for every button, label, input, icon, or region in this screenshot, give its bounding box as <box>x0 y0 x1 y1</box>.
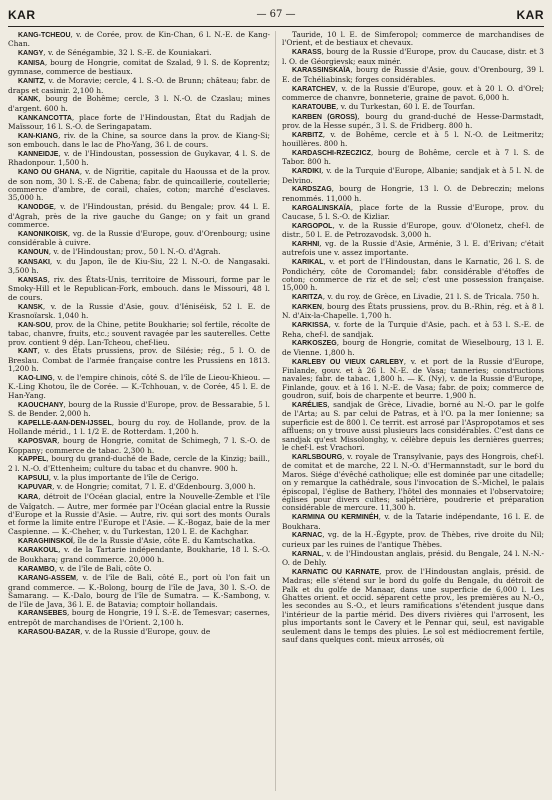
entry-headword: KARMINA OU KERMINÉH <box>292 514 379 522</box>
entry-text: , bourg de Hongrie, 13 l. O. de Debreczin; melons renommés. 11,000 h. <box>282 184 544 203</box>
entry-text: , v. la plus importante de l'île de Cerigo. <box>48 472 199 482</box>
entry-headword: KARLSBOURG <box>292 453 343 461</box>
dictionary-entry <box>282 113 544 131</box>
entry-headword: KAPSULI <box>18 474 49 482</box>
entry-text: , v. de la Russie d'Europe, gouv. de <box>80 626 211 636</box>
entry-text: , v. du roy. de Grèce, en Livadie, 21 l. S. de Tricala. 750 h. <box>322 292 540 302</box>
dictionary-entry <box>8 493 270 536</box>
entry-headword: KARGOPOL <box>292 222 333 230</box>
entry-text: , île de la Russie d'Asie, côte E. du Kamtschatka. <box>72 535 256 545</box>
dictionary-entry <box>282 185 544 203</box>
entry-text: , bourg du grand-duché de Bade, cercle de la Kinzig; baill., 2 l. N.-O. d'Ettenheim; culture du tabac et du chanvre. 900 h. <box>8 454 270 473</box>
dictionary-entry <box>8 77 270 95</box>
entry-headword: KANSAS <box>18 277 48 285</box>
dictionary-entry <box>8 303 270 321</box>
entry-headword: KARBITZ <box>292 131 323 139</box>
entry-text: , v. des États prussiens, prov. de Silésie; rég., 5 l. O. de Breslau. Combat de l'armée française contre les Prussiens en 1813. 1,200 h. <box>8 346 270 374</box>
dictionary-entry <box>282 401 544 452</box>
entry-text: Tauride, 10 l. E. de Simferopol; commerce de marchandises de l'Orient, et de bestiaux et chevaux. <box>282 31 544 48</box>
entry-headword: KANG-TCHEOU <box>18 32 71 39</box>
entry-text: , place forte de la Russie d'Europe, prov. du Caucase, 5 l. S.-O. de Kizliar. <box>282 202 544 222</box>
entry-text: , v. de Corée, prov. de Kin-Chan, 6 l. N.-E. de Kang-Chan. <box>8 31 270 49</box>
entry-headword: KANITZ <box>18 78 44 86</box>
dictionary-entry <box>8 455 270 473</box>
header-right-keyword: KAR <box>516 8 544 22</box>
entry-text: , riv. des États-Unis, territoire de Missouri, forme par le Smoky-Hill et le Republican-Fork, embouch. dans le Missouri, 48 l. de cours. <box>8 275 270 302</box>
entry-text: , v. de la Turquie d'Europe, Albanie; sandjak et à 5 l. N. de Delvino. <box>282 166 544 185</box>
dictionary-entry <box>8 132 270 150</box>
dictionary-entry <box>282 339 544 357</box>
entry-text: , bourg de Bohême, cercle et à 7 l. S. de Tabor. 800 h. <box>282 148 544 167</box>
entry-text: , v. de Nigritie, capitale du Haoussa et de la prov. de son nom, 30 l. S.-E. de Cabena; fabr. de quincaillerie, coutellerie; commerce d'ambre, de corail, chaîes, coton; marché d'esclaves. 35,000 h. <box>8 167 270 203</box>
entry-headword: KARAGHINSKOÏ <box>18 537 73 545</box>
entry-headword: KARANG-ASSEM <box>18 575 76 583</box>
entry-headword: KARHNI <box>292 241 320 249</box>
entry-headword: KARA <box>18 494 39 502</box>
entry-headword: KARATOUBE <box>292 103 337 111</box>
entry-text: , vg. de la Russie d'Europe, gouv. d'Orenbourg; usine considérable à cuivre. <box>8 228 270 248</box>
dictionary-entry <box>8 114 270 132</box>
entry-headword: KARÉLIES <box>292 402 328 410</box>
entry-headword: KARASOU-BAZAR <box>18 628 81 636</box>
dictionary-entry <box>8 31 270 49</box>
entry-headword: KARNAC <box>292 532 323 540</box>
dictionary-entry <box>8 374 270 400</box>
dictionary-entry <box>282 204 544 222</box>
entry-headword: KANO OU GHANA <box>18 169 80 177</box>
entry-headword: KARIKAL <box>292 259 324 267</box>
entry-text: , v. de l'île de Bali, côté E., port où l'on fait un grand commerce. — K.-Bolong, bourg de l'île de Java, 30 l. S.-O. de Samarang. — K.-Dalo, bourg de l'île de Sumatra. — K.-Sambong, v. de l'île de Java, 36 l. E. de Batavia; comptoir hollandais. <box>8 573 270 609</box>
dictionary-entry <box>8 609 270 627</box>
entry-headword: KANKANCOTTA <box>18 114 72 122</box>
entry-text: , v. de l'Hindoustan, possession de Guykavar, 4 l. S. de Rhadonpour. 1,500 h. <box>8 149 270 168</box>
entry-headword: KARDSZAG <box>292 186 332 194</box>
entry-headword: KARKEN <box>292 304 322 312</box>
dictionary-entry <box>282 85 544 103</box>
entry-headword: KAPELLE-AAN-DEN-IJSSEL <box>18 419 112 427</box>
entry-headword: KARBEN (GROSS) <box>292 113 358 121</box>
entry-headword: KARNATIC OU KARNATE <box>292 568 380 576</box>
entry-text: , prov. de la Chine, petite Boukharie; sol fertile, récolte de tabac, chanvre, fruits, etc.; souvent ravagée par les sauterelles. Cette prov. contient 9 dép. Lan-Tcheou, chef-lieu. <box>8 319 270 347</box>
entry-text: , bourg de Hongrie, 19 l. S.-E. de Temesvar; casernes, entrepôt de marchandises de l'Orient. 2,100 h. <box>8 608 270 627</box>
entry-text: , v. de la Russie d'Europe, gouv. et à 20 l. O. d'Orel; commerce de chanvre, bonneterie, graine de pavot. 6,000 h. <box>282 83 544 103</box>
entry-text: , bourg de Bohême; cercle, 3 l. N.-O. de Czaslau; mines d'argent. 600 h. <box>8 94 270 113</box>
entry-headword: KANGY <box>18 50 44 58</box>
entry-text: , v. de la Tatarie indépendante, 16 l. E. de Boukhara. <box>282 512 544 531</box>
entry-headword: KARAKOUL <box>18 547 59 555</box>
entry-text: , bourg de Russie d'Asie, gouv. d'Orenbourg, 39 l. E. de Tchéliabinsk; forges considérables. <box>282 65 544 84</box>
entry-headword: KARKOSZEG <box>292 340 337 348</box>
entry-headword: KARLEBY OU VIEUX CARLEBY <box>292 358 404 366</box>
entry-headword: KARNAL <box>292 550 322 558</box>
entry-headword: KARKISSA <box>292 322 329 330</box>
entry-text: , v. royale de Transylvanie, pays des Hongrois, chef-l. de comitat et de marche, 22 l. N.-O. d'Hermannstadt, sur le bord du Maros. Siége d'évêché catholique; elle est dominée par une citadelle; on y remarque la cathédrale, sous l'invocation de S.-Michel, le palais épiscopal, l'église de Bathery, l'hôtel des monnaies et l'observatoire; églises pour divers cultes; salpêtrière, poudrerie et préparation considérable de mercure. 11,300 h. <box>282 451 544 513</box>
dictionary-entry <box>282 321 544 339</box>
right-column <box>282 31 544 797</box>
entry-text: , vg. de la Russie d'Asie, Arménie, 3 l. E. d'Erivan; c'était autrefois une v. assez importante. <box>282 239 544 258</box>
left-column <box>8 31 270 797</box>
entry-headword: KANSK <box>18 303 43 311</box>
entry-text: , bourg de Hongrie, comitat de Szalad, 9 l. S. de Koprentz; gymnase, commerce de bestiaux. <box>8 58 270 77</box>
dictionary-entry <box>282 66 544 84</box>
entry-text: , v. du Turkestan, 60 l. E. de Tourfan. <box>336 101 476 111</box>
dictionary-entry <box>282 453 544 513</box>
entry-text: , bourg du roy. de Hollande, prov. de la Hollande mérid., 1 l. 1/2 E. de Rotterdam. 1,200 h. <box>8 417 270 437</box>
entry-text: , v. de l'île de Bali, côte O. <box>54 563 152 573</box>
entry-headword: KAPUVAR <box>18 484 53 492</box>
entry-text: , sandjak de Grèce, Livadie, borné au N.-O. par le golfe de l'Arta; au S. par celui de Patras, et à l'O. pa la mer Ionienne; sa superficie est de 800 l. Ce territ. est arrosé par l'Aspropotamos et ses affluens; on y trouve aussi plusieurs lacs considérables. C'est dans ce sandjak qu'est Missolonghy, v. célèbre depuis les dernières guerres; le chef-l. est Vrachori. <box>282 400 544 453</box>
page-header <box>8 6 544 27</box>
entry-text: , détroit de l'Océan glacial, entre la Nouvelle-Zemble et l'île de Vaïgatch. — Autre, mer formée par l'Océan glacial entre la Russie d'Europe et la Russie d'Asie. — Autre, riv. qui sort des monts Ourals et forme la limite entre l'Europe et l'Asie. — K.-Bogaz, baie de la mer Caspienne. — K.-Cheher, v. du Turkestan, 120 l. E. de Kachghar. <box>8 492 270 536</box>
entry-headword: KARANSEBES <box>18 610 68 618</box>
dictionary-entry <box>282 149 544 167</box>
dictionary-entry <box>8 168 270 203</box>
entry-text: , vg. de la H.-Égypte, prov. de Thèbes, rive droite du Nil; curieux par les ruines de l'antique Thèbes. <box>282 530 544 549</box>
entry-text: , v. de l'Hindoustan, présid. du Bengale; prov. 44 l. E. d'Agrah, près de la rive gauche du Gange; on y fait un grand commerce. <box>8 202 270 230</box>
entry-headword: KARAMBO <box>18 565 55 573</box>
dictionary-entry <box>282 358 544 401</box>
entry-headword: KANODGE <box>18 204 54 212</box>
entry-headword: KARITZA <box>292 294 323 302</box>
dictionary-entry <box>8 347 270 373</box>
entry-headword: KAN-SOU <box>18 321 51 329</box>
header-left-keyword: KAR <box>8 8 36 22</box>
dictionary-entry <box>282 48 544 66</box>
page-number: — 67 — <box>256 9 296 20</box>
entry-headword: KAO-LING <box>18 375 53 383</box>
dictionary-entry <box>282 531 544 549</box>
dictionary-entry <box>8 95 270 113</box>
dictionary-entry <box>282 550 544 568</box>
entry-headword: KANSAKI <box>18 258 50 266</box>
entry-text: , bourg de Hongrie, comitat de Schimegh, 7 l. S.-O. de Koppany; commerce de tabac. 2,300 h. <box>8 436 270 455</box>
dictionary-entry <box>8 437 270 455</box>
dictionary-entry <box>8 59 270 77</box>
entry-text: , bourg de la Russie d'Europe, prov. de Bessarabie, 5 l. S. de Bender. 2,000 h. <box>8 399 270 419</box>
entry-text: , v. de l'Hindoustan; prov., 50 l. N.-O. d'Agrah. <box>48 247 221 257</box>
entry-text: , bourg du grand-duché de Hesse-Darmstadt, prov. de la Hesse supér., 3 l. S. de Fridberg. 800 h. <box>282 111 544 131</box>
entry-text: , v. de Hongrie; comitat, 7 l. E. d'Œdenbourg. 3,000 h. <box>52 482 256 492</box>
entry-text: , v. de l'Hindoustan anglais, présid. du Bengale, 24 l. N.-N.-O. de Dehly. <box>282 548 544 567</box>
entry-headword: KARGALINSKAÏA <box>292 204 351 212</box>
entry-text: , v. du Japon, île de Kiu-Siu, 22 l. N.-O. de Nangasaki. 3,500 h. <box>8 256 270 276</box>
dictionary-entry <box>8 628 270 637</box>
entry-text: , v. de la Russie d'Europe, gouv. d'Olonetz, chef-l. de distr., 50 l. E. de Petrozavodsk. 3,000 h. <box>282 220 544 240</box>
dictionary-entry <box>282 303 544 321</box>
entry-headword: KARASS <box>292 49 322 57</box>
entry-text: , v. de Sénégambie, 32 l. S.-E. de Kouniakari. <box>43 48 212 58</box>
entry-text: , v. de Bohême, cercle et à 5 l. N.-O. de Leitmeritz; houillères. 800 h. <box>282 129 544 149</box>
entry-headword: KANT <box>18 348 38 356</box>
dictionary-entry <box>8 321 270 347</box>
entry-headword: KAPPEL <box>18 456 47 464</box>
entry-headword: KAN-KIANG <box>18 132 59 140</box>
entry-headword: KARASSINSKAÏA <box>292 67 351 75</box>
dictionary-entry <box>8 203 270 229</box>
entry-headword: KARDASCHI-RZECZICZ <box>292 150 371 158</box>
dictionary-entry <box>8 546 270 564</box>
entry-headword: KARATCHEV <box>292 85 336 93</box>
entry-text: , riv. de la Chine, sa source dans la prov. de Kiang-Si; son embouch. dans le lac de Pho-Yang, 36 l. de cours. <box>8 130 270 150</box>
dictionary-entry <box>282 222 544 240</box>
entry-text: , bourg de la Russie d'Europe, prov. du Caucase, distr. et 3 l. O. de Géorgievsk; eaux minér. <box>282 47 544 66</box>
entry-text: , v. de Moravie; cercle, 4 l. S.-O. de Brunn; château; fabr. de draps et casimir. 2,100 h. <box>8 76 270 95</box>
entry-text: , bourg des États prussiens, prov. du B.-Rhin, rég. et à 8 l. N. d'Aix-la-Chapelle. 1,700 h. <box>282 302 544 321</box>
entry-text: , v. et port de la Russie d'Europe, Finlande, gouv. et à 26 l. N.-E. de Vasa; tanneries; constructions navales; fabr. de tabac. 1,800 h. — K. (Ny), v. de la Russie d'Europe, Finlande, gouv. et à 16 l. N.-E. de Vasa; fabr. de poix; commerce de goudron, suif, bois de charpente et beurre. 1,900 h. <box>282 356 544 401</box>
entry-text: , v. de la Russie d'Asie, gouv. d'Iéniséisk, 52 l. E. de Krasnoïarsk. 1,040 h. <box>8 301 270 321</box>
entry-text: , v. et port de l'Hindoustan, dans le Karnatic, 26 l. S. de Pondichéry, côte de Coromandel; fabr. considérable d'étoffes de coton; commerce de riz et de sel; c'est une possession française. 15,000 h. <box>282 257 544 293</box>
entry-headword: KAPOSVAR <box>18 438 58 446</box>
entry-headword: KANONIKOISK <box>18 230 68 238</box>
dictionary-entry <box>282 258 544 293</box>
entry-headword: KARDIKI <box>292 168 322 176</box>
entry-text: , v. forte de la Turquie d'Asie, pach. et à 53 l. S.-E. de Reha, chef-l. de sandjak. <box>282 320 544 339</box>
entry-text: , place forte de l'Hindoustan, État du Radjah de Maïssour, 16 l. S.-O. de Seringapatam. <box>8 112 270 132</box>
dictionary-entry <box>8 401 270 419</box>
entry-headword: KANK <box>18 96 39 104</box>
entry-text: , bourg de Hongrie, comitat de Wieselbourg, 13 l. E. de Vienne. 1,800 h. <box>282 338 544 357</box>
dictionary-entry <box>282 131 544 149</box>
dictionary-entry <box>8 150 270 168</box>
entry-headword: KANNEIDJE <box>18 151 59 159</box>
entry-text: , prov. de l'Hindoustan anglais, présid. de Madras; elle s'étend sur le bord du golfe du Bengale, du détroit de Palk et du golfe de Manaar, dans une superficie de 6,000 l. Les Ghattes orient. et occid. séparent cette prov., les premières au N.-O., les secondes au S.-O., et leurs ramifications s'étendent jusque dans l'intérieur de la partie mérid. Des divers rivières qui l'arrosent, les plus importants sont le Cavery et le Pennar qui, seul, est navigable seulement dans le temps des pluies. Le sol est médiocrement fertile, sauf dans quelques cont. mieux arrosés, où <box>282 566 544 644</box>
dictionary-entry <box>8 258 270 276</box>
dictionary-entry <box>282 31 544 48</box>
entry-text: , v. de l'empire chinois, côté S. de l'île de Lieou-Khieou. — K.-Ling Khotou, île de Corée. — K.-Tchhouan, v. de Corée, 45 l. E. de Han-Yang. <box>8 373 270 400</box>
entry-headword: KANOUN <box>18 249 49 257</box>
dictionary-entry <box>282 240 544 258</box>
dictionary-entry <box>282 513 544 531</box>
dictionary-entry <box>8 230 270 248</box>
entry-headword: KANISA <box>18 60 45 67</box>
dictionary-entry <box>8 276 270 302</box>
dictionary-entry <box>282 568 544 645</box>
column-divider <box>275 31 276 791</box>
dictionary-entry <box>8 574 270 609</box>
entry-headword: KAOUCHANY <box>18 401 64 409</box>
dictionary-entry <box>282 167 544 185</box>
dictionary-entry <box>8 419 270 437</box>
entry-text: , v. de la Tartarie indépendante, Boukharie, 18 l. S.-O. de Boukhara; grand commerce. 20,000 h. <box>8 545 270 564</box>
